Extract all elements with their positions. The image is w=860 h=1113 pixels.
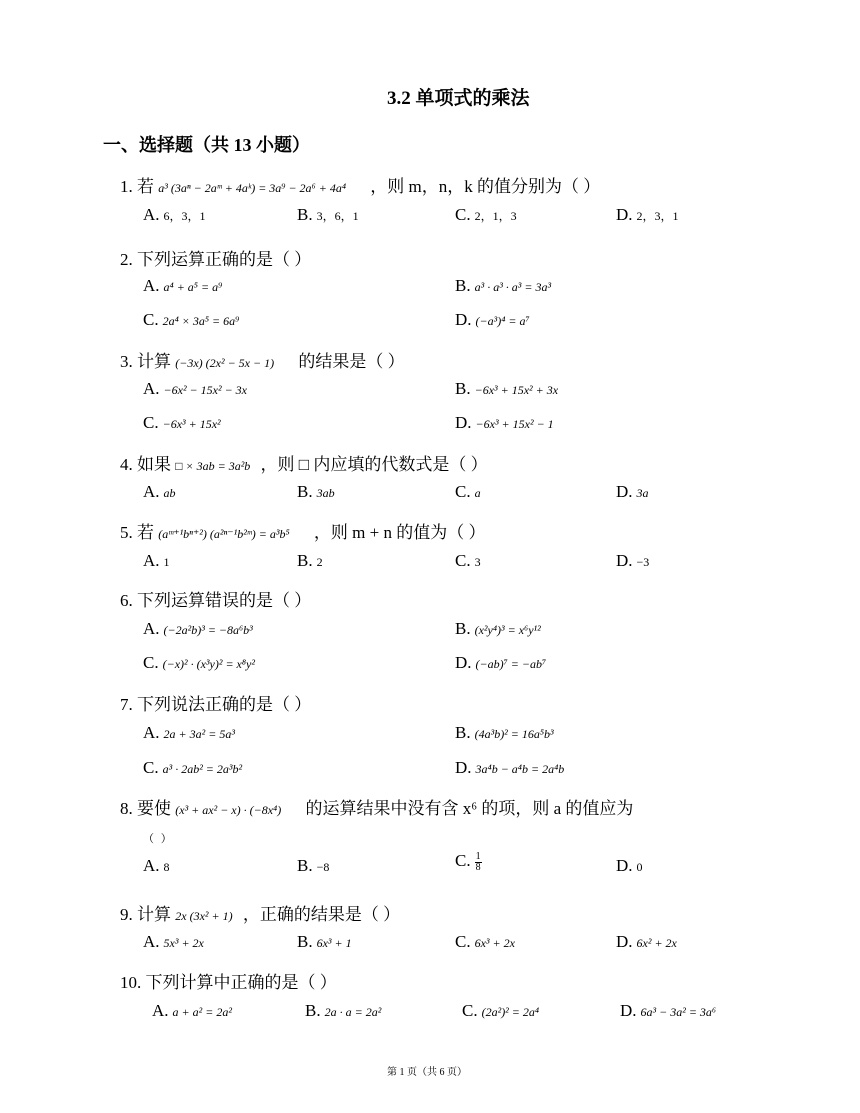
option-a	[143, 619, 253, 639]
option-c	[143, 653, 255, 673]
option-text: −6x³ + 15x² − 1	[475, 417, 554, 431]
option-b	[297, 932, 352, 952]
option-d	[620, 1001, 716, 1021]
option-b	[455, 619, 541, 639]
option-label: C.	[455, 932, 471, 951]
option-text: 1	[163, 555, 170, 569]
question-stem: 9. 计算	[120, 905, 171, 924]
question-9	[120, 900, 400, 925]
option-a	[143, 205, 206, 225]
fraction-denominator: 8	[475, 861, 481, 873]
option-text: (−x)² · (x³y)² = x⁸y²	[162, 657, 255, 671]
question-3	[120, 347, 405, 372]
option-label: C.	[143, 413, 159, 432]
option-text: 3ab	[316, 486, 335, 500]
option-text: 6，3，1	[163, 209, 206, 223]
option-text: (−ab)⁷ = −ab⁷	[475, 657, 547, 671]
question-7	[120, 690, 311, 715]
option-a	[152, 1001, 232, 1021]
option-d	[616, 482, 649, 502]
option-label: B.	[297, 482, 313, 501]
option-b	[297, 856, 329, 876]
option-label: C.	[143, 653, 159, 672]
option-label: B.	[455, 723, 471, 742]
option-text: −8	[316, 860, 330, 874]
option-label: B.	[455, 379, 471, 398]
question-expression: (−3x) (2x² − 5x − 1)	[175, 356, 275, 370]
question-stem: 7. 下列说法正确的是（ ）	[120, 695, 312, 714]
option-label: D.	[455, 653, 472, 672]
option-c	[143, 758, 242, 778]
question-tail: 的运算结果中没有含 x⁶ 的项，则 a 的值应为	[305, 799, 634, 818]
option-label: B.	[305, 1001, 321, 1020]
option-label: D.	[616, 482, 633, 501]
option-d	[455, 413, 554, 433]
option-text: (4a³b)² = 16a⁵b³	[474, 727, 554, 741]
option-b	[455, 276, 551, 296]
option-a	[143, 551, 170, 571]
option-c	[143, 310, 239, 330]
question-expression: a³ (3aⁿ − 2aᵐ + 4aᵏ) = 3a⁹ − 2a⁶ + 4a⁴	[158, 181, 347, 195]
option-text: a⁴ + a⁵ = a⁹	[163, 280, 223, 294]
option-d	[616, 551, 649, 571]
option-label: D.	[455, 758, 472, 777]
option-b	[305, 1001, 381, 1021]
option-text: 6x² + 2x	[636, 936, 677, 950]
option-text: 3a⁴b − a⁴b = 2a⁴b	[475, 762, 565, 776]
option-text: 3a	[636, 486, 649, 500]
option-a	[143, 482, 176, 502]
option-text: a³ · a³ · a³ = 3a³	[474, 280, 552, 294]
option-text: ab	[163, 486, 176, 500]
question-stem: 1. 若	[120, 177, 154, 196]
question-stem: 8. 要使	[120, 799, 171, 818]
option-c	[455, 851, 482, 873]
option-c	[462, 1001, 539, 1021]
option-label: D.	[616, 932, 633, 951]
option-label: B.	[455, 276, 471, 295]
question-expression: □ × 3ab = 3a²b	[175, 459, 251, 473]
question-tail: ，则 □ 内应填的代数式是（ ）	[260, 455, 488, 474]
option-text: 5x³ + 2x	[163, 936, 204, 950]
option-label: C.	[455, 851, 471, 870]
option-c	[455, 205, 517, 225]
option-text: −6x² − 15x² − 3x	[163, 383, 247, 397]
question-tail: 的结果是（ ）	[298, 352, 405, 371]
option-text: (−2a²b)³ = −8a⁶b³	[163, 623, 253, 637]
option-label: B.	[297, 856, 313, 875]
question-tail: ，则 m + n 的值为（ ）	[313, 523, 486, 542]
option-label: C.	[143, 310, 159, 329]
option-label: C.	[143, 758, 159, 777]
option-label: A.	[143, 551, 160, 570]
question-5	[120, 518, 485, 543]
question-stem: 2. 下列运算正确的是（ ）	[120, 250, 312, 269]
option-label: C.	[455, 551, 471, 570]
option-b	[455, 379, 558, 399]
option-label: A.	[152, 1001, 169, 1020]
option-a	[143, 379, 247, 399]
question-stem: 6. 下列运算错误的是（ ）	[120, 591, 312, 610]
option-text: 8	[163, 860, 170, 874]
section-heading: 一、选择题（共 13 小题）	[103, 135, 310, 155]
page-title: 3.2 单项式的乘法	[387, 88, 530, 109]
question-6	[120, 586, 311, 611]
option-label: D.	[455, 310, 472, 329]
option-label: C.	[455, 482, 471, 501]
option-b	[297, 551, 323, 571]
question-stem: 4. 如果	[120, 455, 171, 474]
option-label: A.	[143, 932, 160, 951]
option-label: D.	[616, 551, 633, 570]
option-label: C.	[462, 1001, 478, 1020]
question-expression: (aᵐ⁺¹bⁿ⁺²) (a²ⁿ⁻¹b²ᵐ) = a³b⁵	[158, 527, 290, 541]
option-text: 2a⁴ × 3a⁵ = 6a⁹	[162, 314, 240, 328]
option-text: 0	[636, 860, 643, 874]
option-text: 2，3，1	[636, 209, 679, 223]
option-d	[616, 932, 677, 952]
question-stem: 5. 若	[120, 523, 154, 542]
option-a	[143, 723, 235, 743]
option-text: 6x³ + 1	[316, 936, 352, 950]
question-tail: ，正确的结果是（ ）	[242, 905, 401, 924]
option-text: 2，1，3	[474, 209, 517, 223]
option-d	[616, 856, 643, 876]
question-expression: 2x (3x² + 1)	[175, 909, 233, 923]
option-label: A.	[143, 276, 160, 295]
option-text: −6x³ + 15x²	[162, 417, 221, 431]
answer-paren: （ ）	[143, 833, 174, 845]
question-2	[120, 245, 311, 270]
option-b	[297, 482, 335, 502]
option-text: 2a + 3a² = 5a³	[163, 727, 235, 741]
option-label: B.	[297, 551, 313, 570]
option-text: 3	[474, 555, 481, 569]
option-c	[455, 551, 481, 571]
option-text: a + a² = 2a²	[172, 1005, 232, 1019]
option-c	[455, 482, 481, 502]
option-text: −3	[636, 555, 650, 569]
question-expression: (x³ + ax² − x) · (−8x⁴)	[175, 803, 282, 817]
option-d	[616, 205, 679, 225]
question-1	[120, 172, 600, 197]
fraction	[475, 852, 482, 873]
option-text: 3，6，1	[316, 209, 359, 223]
option-text: a	[474, 486, 481, 500]
option-c	[455, 932, 515, 952]
option-text: 6a³ − 3a² = 3a⁶	[640, 1005, 717, 1019]
option-text: 6x³ + 2x	[474, 936, 515, 950]
question-stem: 10. 下列计算中正确的是（ ）	[120, 973, 337, 992]
option-label: B.	[455, 619, 471, 638]
option-label: A.	[143, 723, 160, 742]
option-label: A.	[143, 205, 160, 224]
option-d	[455, 758, 564, 778]
option-label: B.	[297, 932, 313, 951]
option-d	[455, 310, 530, 330]
option-label: A.	[143, 856, 160, 875]
question-10	[120, 968, 337, 993]
fraction-numerator: 1	[475, 850, 481, 862]
option-a	[143, 932, 204, 952]
question-tail: ，则 m，n，k 的值分别为（ ）	[370, 177, 601, 196]
option-label: A.	[143, 482, 160, 501]
option-label: C.	[455, 205, 471, 224]
option-text: (−a³)⁴ = a⁷	[475, 314, 530, 328]
option-b	[297, 205, 359, 225]
option-text: (2a²)² = 2a⁴	[481, 1005, 540, 1019]
option-a	[143, 276, 222, 296]
option-text: 2a · a = 2a²	[324, 1005, 382, 1019]
option-text: −6x³ + 15x² + 3x	[474, 383, 559, 397]
option-b	[455, 723, 554, 743]
page-footer: 第 1 页（共 6 页）	[387, 1067, 467, 1078]
option-text: a³ · 2ab² = 2a³b²	[162, 762, 243, 776]
option-label: B.	[297, 205, 313, 224]
option-c	[143, 413, 221, 433]
option-label: A.	[143, 379, 160, 398]
option-label: D.	[620, 1001, 637, 1020]
option-d	[455, 653, 546, 673]
option-text: (x²y⁴)³ = x⁶y¹²	[474, 623, 541, 637]
question-4	[120, 450, 488, 475]
option-a	[143, 856, 170, 876]
option-label: D.	[616, 205, 633, 224]
option-label: D.	[455, 413, 472, 432]
option-text: 2	[316, 555, 323, 569]
question-8	[120, 794, 633, 819]
question-stem: 3. 计算	[120, 352, 171, 371]
option-label: D.	[616, 856, 633, 875]
option-label: A.	[143, 619, 160, 638]
